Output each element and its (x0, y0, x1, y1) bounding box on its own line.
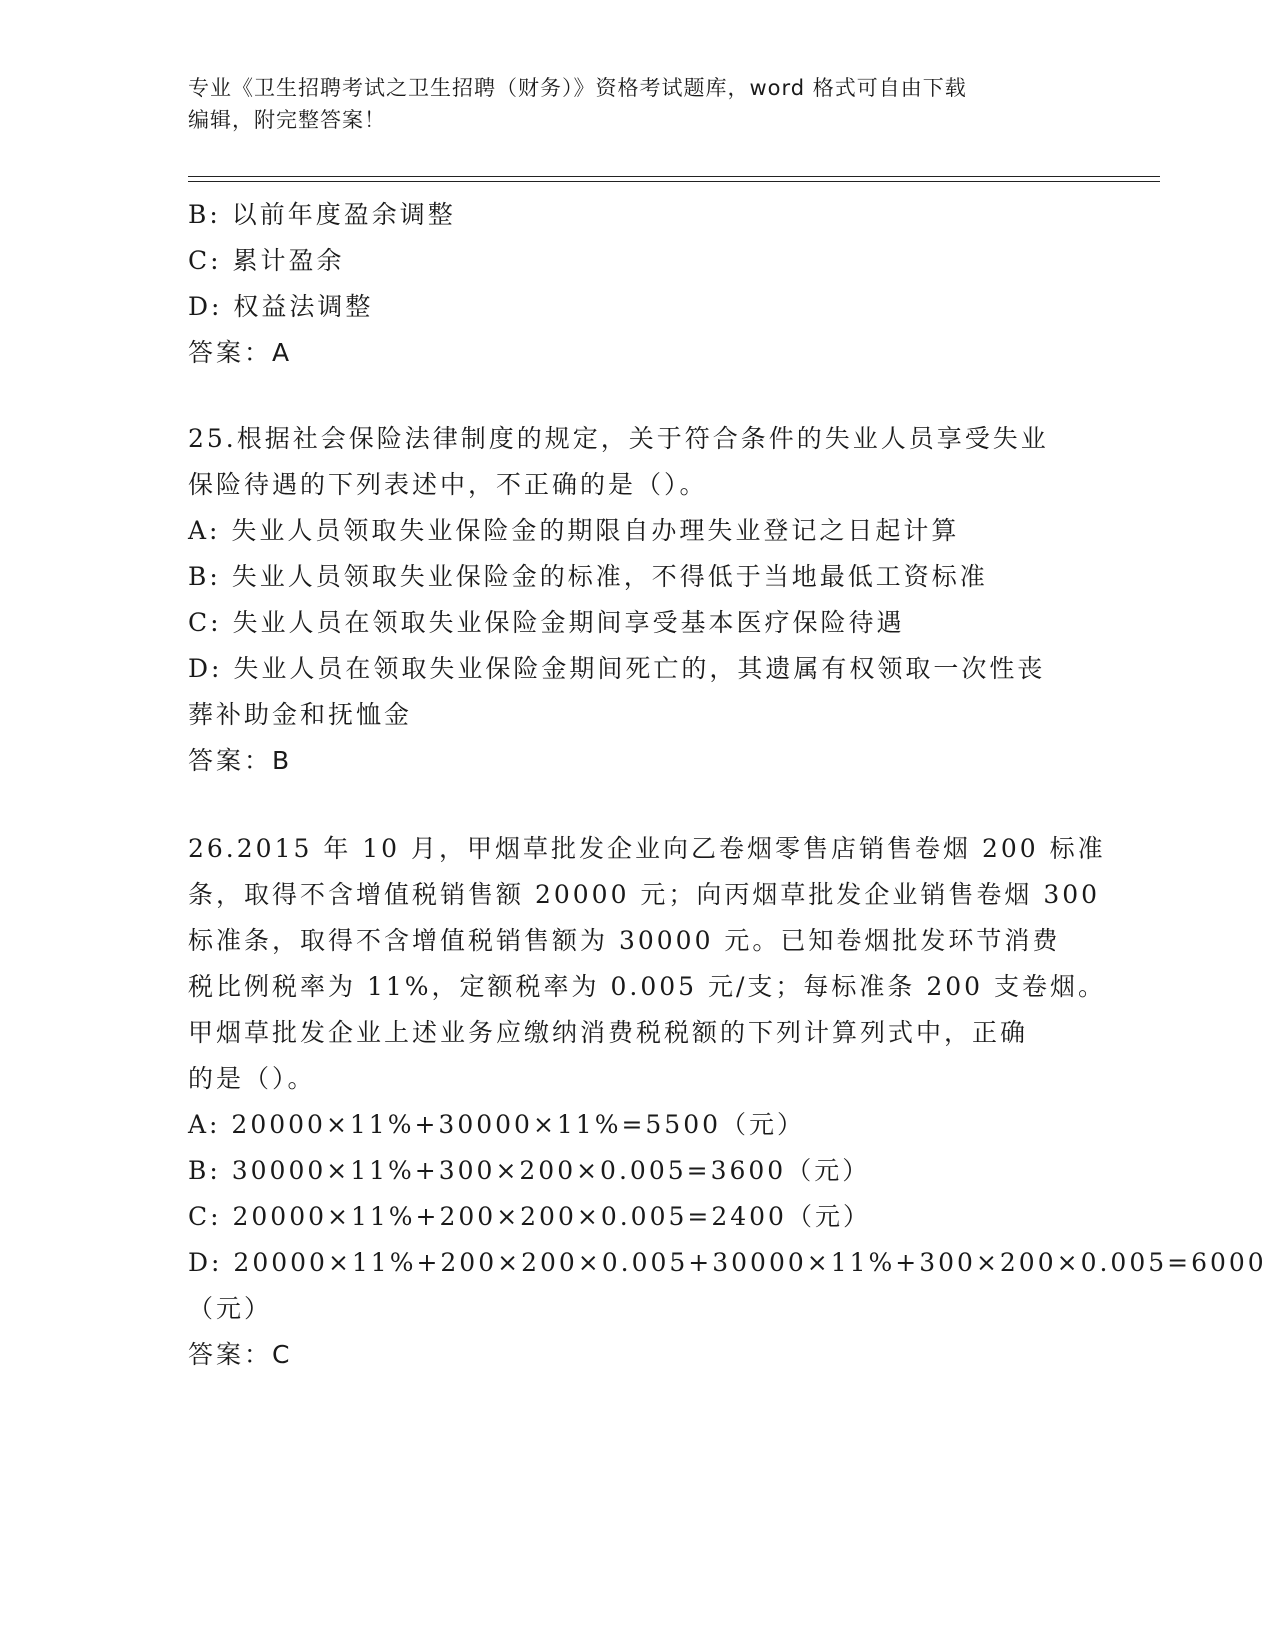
option-c: C: 20000×11%+200×200×0.005=2400（元） (188, 1202, 871, 1231)
document-header (188, 72, 1068, 136)
header-divider-bottom (188, 181, 1160, 182)
option-a: A: 20000×11%+30000×11%=5500（元） (188, 1110, 806, 1139)
option-d: D: 失业人员在领取失业保险金期间死亡的，其遗属有权领取一次性丧 (188, 654, 1046, 683)
answer-line: 答案：A (188, 338, 293, 367)
question-26-stem-line-3: 标准条，取得不含增值税销售额为 30000 元。已知卷烟批发环节消费 (188, 926, 1061, 955)
question-26-stem-line-4: 税比例税率为 11%，定额税率为 0.005 元/支；每标准条 200 支卷烟。 (188, 972, 1107, 1001)
option-b: B: 30000×11%+300×200×0.005=3600（元） (188, 1156, 871, 1185)
question-26-block (188, 826, 1267, 1378)
header-line-1: 专业《卫生招聘考试之卫生招聘（财务）》资格考试题库，word 格式可自由下载 (188, 76, 967, 100)
option-d: D: 20000×11%+200×200×0.005+30000×11%+300×200×0.005=6000 (188, 1248, 1267, 1277)
option-a: A: 失业人员领取失业保险金的期限自办理失业登记之日起计算 (188, 516, 960, 545)
document-body (188, 192, 1267, 1378)
question-26-stem-line-2: 条，取得不含增值税销售额 20000 元；向丙烟草批发企业销售卷烟 300 (188, 880, 1101, 909)
question-26-stem-line-1: 26.2015 年 10 月，甲烟草批发企业向乙卷烟零售店销售卷烟 200 标准 (188, 834, 1106, 863)
question-26-stem-line-5: 甲烟草批发企业上述业务应缴纳消费税税额的下列计算列式中，正确 (188, 1018, 1029, 1047)
option-c: C: 失业人员在领取失业保险金期间享受基本医疗保险待遇 (188, 608, 905, 637)
option-b: B: 以前年度盈余调整 (188, 200, 456, 229)
header-line-2: 编辑，附完整答案！ (188, 108, 386, 132)
option-d-continued: （元） (188, 1294, 273, 1323)
header-divider-top (188, 176, 1160, 177)
option-d-continued: 葬补助金和抚恤金 (188, 700, 413, 729)
answer-line: 答案：B (188, 746, 293, 775)
question-25-stem-line-1: 25.根据社会保险法律制度的规定，关于符合条件的失业人员享受失业 (188, 424, 1049, 453)
option-b: B: 失业人员领取失业保险金的标准，不得低于当地最低工资标准 (188, 562, 988, 591)
option-c: C: 累计盈余 (188, 246, 345, 275)
answer-line: 答案：C (188, 1340, 293, 1369)
question-26-stem-line-6: 的是（）。 (188, 1064, 316, 1093)
question-25-stem-line-2: 保险待遇的下列表述中，不正确的是（）。 (188, 470, 708, 499)
question-25-block (188, 416, 1088, 784)
option-d: D: 权益法调整 (188, 292, 374, 321)
previous-question-block (188, 192, 1088, 376)
